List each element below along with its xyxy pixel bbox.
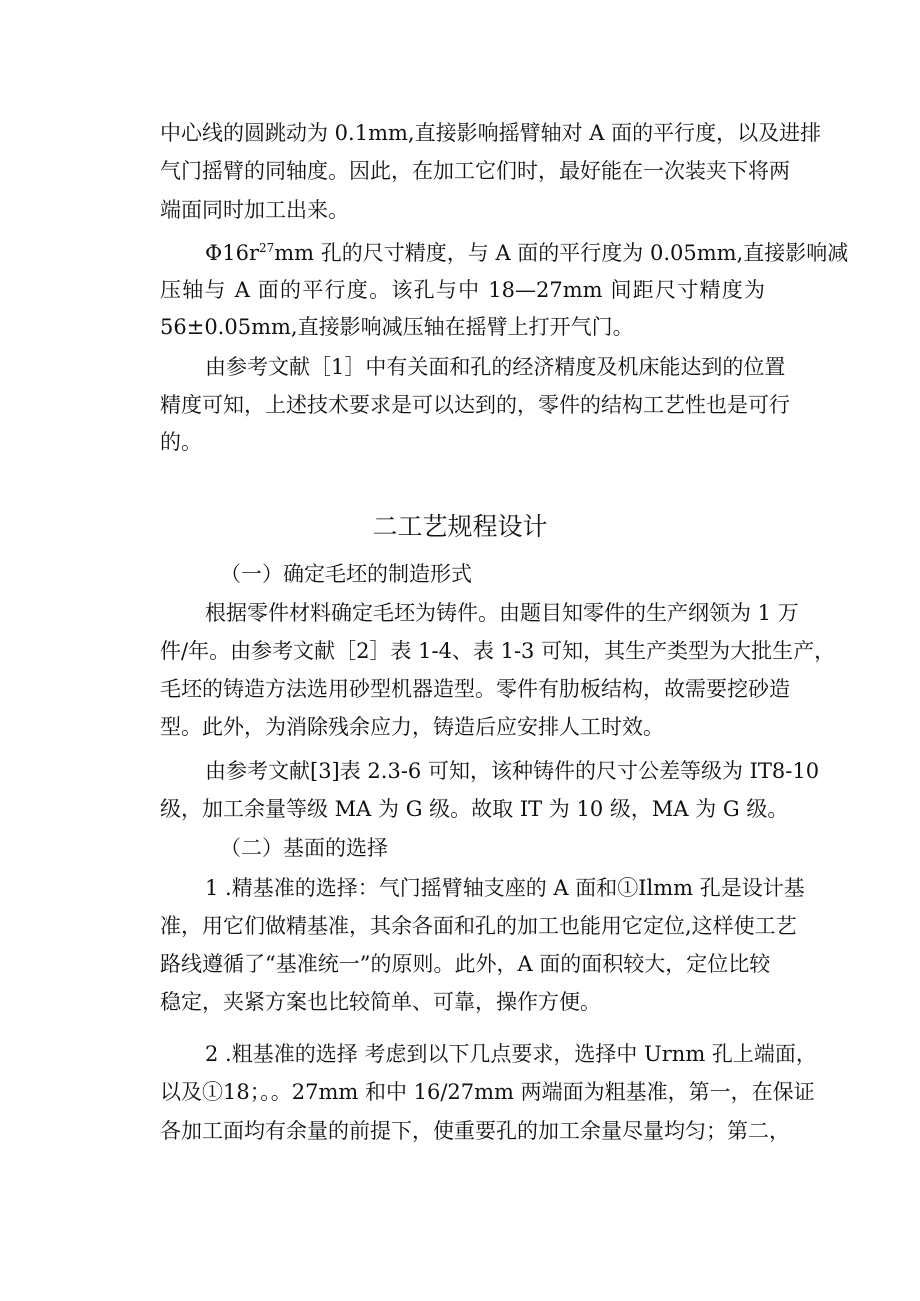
para2-line3: 56±0.05mm,直接影响减压轴在摇臂上打开气门。 [160, 315, 634, 339]
sub2-para1-line4: 稳定，夹紧方案也比较简单、可靠，操作方便。 [160, 990, 601, 1014]
sub2-para2-line2: 以及①18；。。27mm 和中 16/27mm 两端面为粗基准，第一，在保证 [160, 1080, 815, 1104]
para3-line2: 精度可知，上述技术要求是可以达到的，零件的结构工艺性也是可行 [160, 393, 790, 417]
sub1-para1-line1: 根据零件材料确定毛坯为铸件。由题目知零件的生产纲领为 1 万 [205, 601, 799, 625]
sub2-para2-line1: 2 .粗基准的选择 考虑到以下几点要求，选择中 Urnm 孔上端面， [205, 1042, 817, 1066]
para2-dim-sup: 27 [258, 241, 275, 255]
sub2-para1-line3: 路线遵循了“基准统一”的原则。此外，A 面的面积较大，定位比较 [160, 952, 771, 976]
para2-dim-post: mm 孔的尺寸精度，与 A 面的平行度为 0.05mm,直接影响减 [274, 241, 849, 265]
para1-line3: 端面同时加工出来。 [160, 198, 349, 222]
para2-dim-pre: Φ16r [205, 241, 259, 265]
para3-line1: 由参考文献［1］中有关面和孔的经济精度及机床能达到的位置 [205, 355, 786, 379]
para1-line1: 中心线的圆跳动为 0.1mm,直接影响摇臂轴对 A 面的平行度，以及进排 [160, 121, 822, 145]
sub2-para1-line1: 1 .精基准的选择：气门摇臂轴支座的 A 面和①Ilmm 孔是设计基 [205, 876, 805, 900]
sub1-para1-line3: 毛坯的铸造方法选用砂型机器造型。零件有肋板结构，故需要挖砂造 [160, 677, 790, 701]
sub1-para1-line2: 件/年。由参考文献［2］表 1-4、表 1-3 可知，其生产类型为大批生产， [160, 639, 836, 663]
para1-line2: 气门摇臂的同轴度。因此，在加工它们时，最好能在一次装夹下将两 [160, 159, 790, 183]
sub1-para1-line4: 型。此外，为消除残余应力，铸造后应安排人工时效。 [160, 715, 664, 739]
subsection1-heading: （一）确定毛坯的制造形式 [220, 562, 472, 586]
para2-line2: 压轴与 A 面的平行度。该孔与中 18—27mm 间距尺寸精度为 [160, 278, 765, 302]
sub2-para2-line3: 各加工面均有余量的前提下，使重要孔的加工余量尽量均匀；第二， [160, 1119, 790, 1143]
para3-line3: 的。 [160, 430, 202, 454]
para2-line1 [205, 238, 848, 268]
subsection2-heading: （二）基面的选择 [220, 836, 388, 860]
sub1-para2-line1: 由参考文献[3]表 2.3-6 可知，该种铸件的尺寸公差等级为 IT8-10 [205, 759, 820, 783]
sub2-para1-line2: 准，用它们做精基准，其余各面和孔的加工也能用它定位,这样使工艺 [160, 914, 797, 938]
sub1-para2-line2: 级，加工余量等级 MA 为 G 级。故取 IT 为 10 级，MA 为 G 级。 [160, 797, 789, 821]
section-title: 二工艺规程设计 [372, 512, 548, 541]
